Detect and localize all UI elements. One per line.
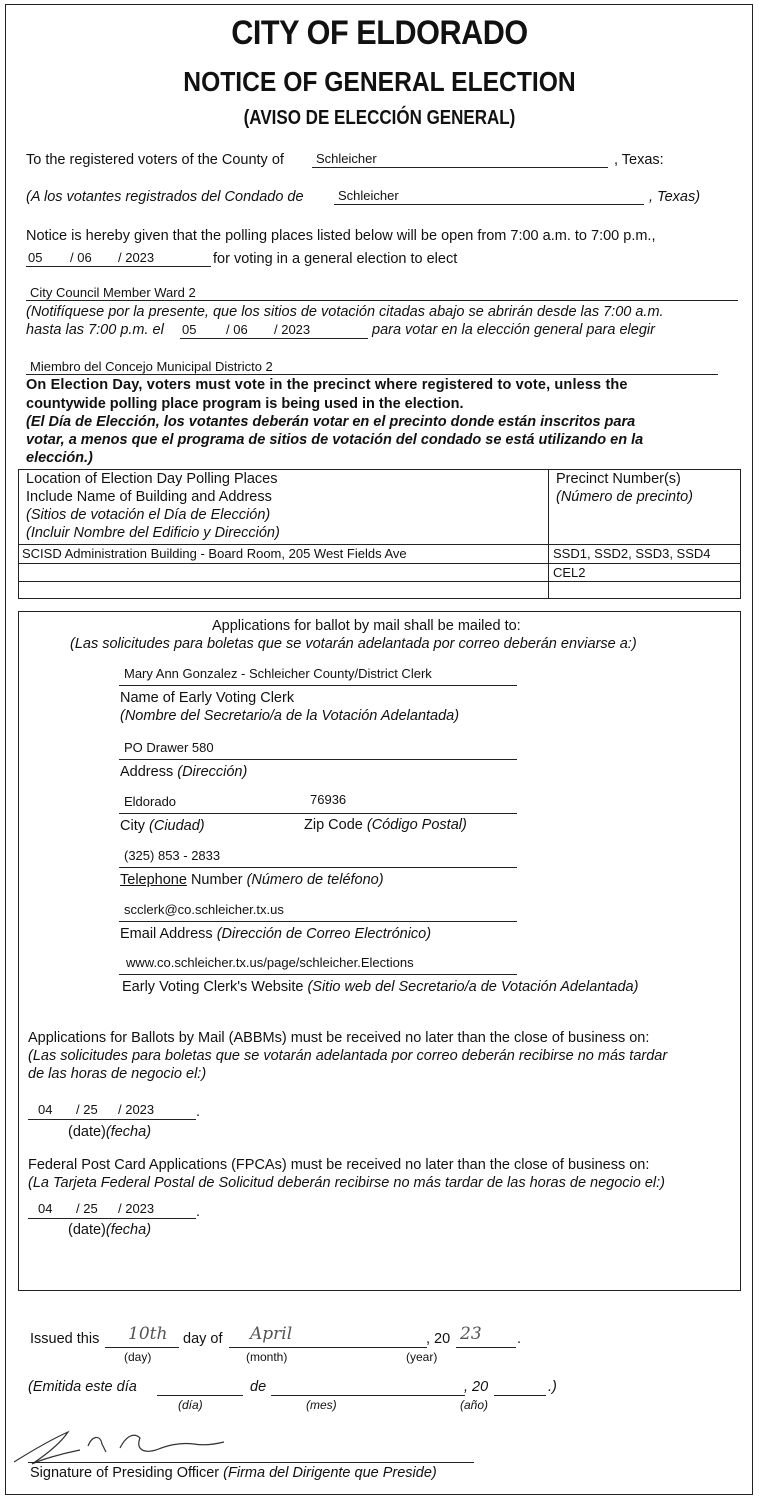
table-row-location: SCISD Administration Building - Board Room, 205 West Fields Ave xyxy=(22,546,407,561)
clerk-email: scclerk@co.schleicher.tx.us xyxy=(124,902,284,917)
clerk-website: www.co.schleicher.tx.us/page/schleicher.Elections xyxy=(126,955,414,970)
clerk-name: Mary Ann Gonzalez - Schleicher County/District Clerk xyxy=(124,666,432,681)
mail-heading: Applications for ballot by mail shall be mailed to: xyxy=(212,618,521,634)
notice-text: Notice is hereby given that the polling places listed below will be open from 7:00 a.m. to 7:00 p.m., xyxy=(26,228,656,244)
table-header-precinct: Precinct Number(s) xyxy=(556,471,681,487)
county-value: Schleicher xyxy=(316,151,377,166)
clerk-zip: 76936 xyxy=(310,792,347,807)
table-row-precinct-2: CEL2 xyxy=(553,565,586,580)
issued-year-value: 23 xyxy=(460,1324,482,1344)
fpca-date-yy: / 2023 xyxy=(118,1201,155,1216)
county-value-es: Schleicher xyxy=(338,188,399,203)
office-value: City Council Member Ward 2 xyxy=(30,285,196,300)
issued-month-value: April xyxy=(250,1324,293,1344)
notice-title: NOTICE OF GENERAL ELECTION xyxy=(183,66,576,97)
election-date-dd: / 06 xyxy=(70,250,92,265)
clerk-address: PO Drawer 580 xyxy=(124,740,214,755)
abbm-date-yy: / 2023 xyxy=(118,1102,155,1117)
table-header-location: Location of Election Day Polling Places xyxy=(26,471,278,487)
issued-day-value: 10th xyxy=(128,1324,168,1344)
fpca-date-mm: 04 xyxy=(38,1201,53,1216)
fpca-date-dd: / 25 xyxy=(76,1201,98,1216)
abbm-date-mm: 04 xyxy=(38,1102,53,1117)
election-date-yy: / 2023 xyxy=(118,250,155,265)
election-date-mm: 05 xyxy=(28,250,43,265)
page-title: CITY OF ELDORADO xyxy=(231,14,528,52)
table-row-precinct: SSD1, SSD2, SSD3, SSD4 xyxy=(553,546,711,561)
clerk-phone: (325) 853 - 2833 xyxy=(124,848,221,863)
abbm-date-dd: / 25 xyxy=(76,1102,98,1117)
fpca-text: Federal Post Card Applications (FPCAs) must be received no later than the close of business on: xyxy=(28,1157,650,1173)
signature-label: Signature of Presiding Officer xyxy=(30,1465,220,1481)
office-value-es: Miembro del Concejo Municipal Districto 2 xyxy=(30,359,273,374)
abbm-text: Applications for Ballots by Mail (ABBMs) must be received no later than the close of business on: xyxy=(28,1030,650,1046)
county-label-es: (A los votantes registrados del Condado de xyxy=(26,189,304,205)
notice-title-es: (AVISO DE ELECCIÓN GENERAL) xyxy=(243,107,516,129)
county-label: To the registered voters of the County of xyxy=(26,152,284,168)
clerk-city: Eldorado xyxy=(124,794,177,809)
